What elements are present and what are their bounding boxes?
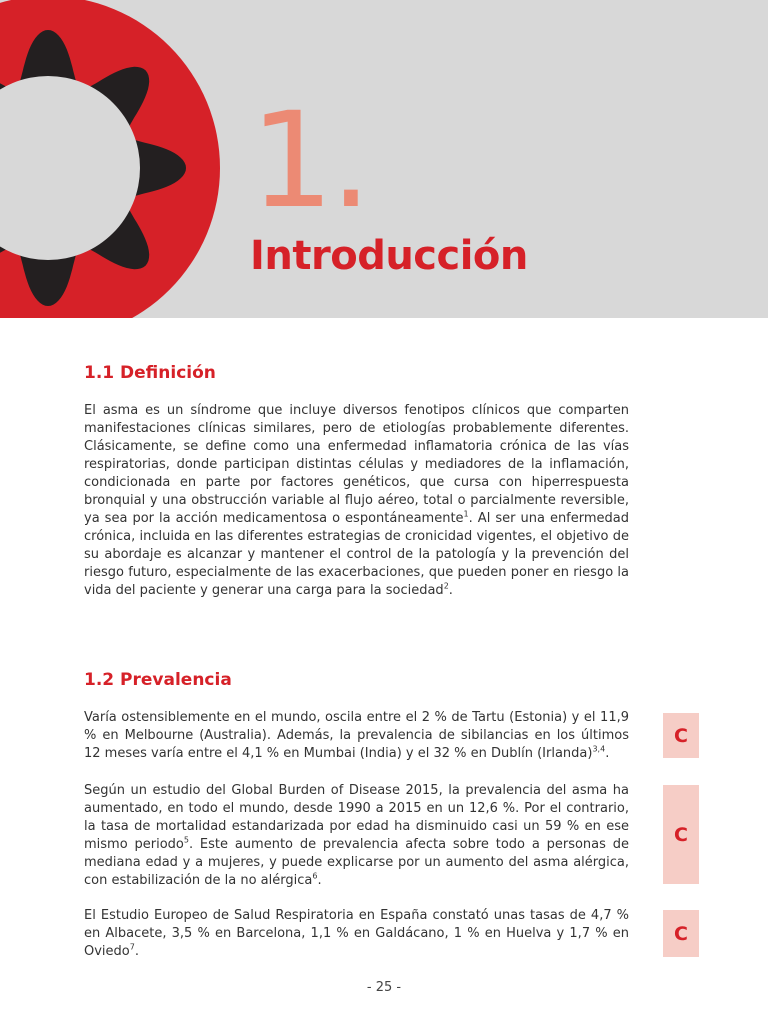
paragraph-text: . <box>134 944 139 959</box>
paragraph-text: Según un estudio del Global Burden of Disease 2015, la prevalencia del asma ha aumentado, en todo el mundo, desde 1990 a 2015 en un 12,6 %. Por el contrario, la tasa de mortalidad estandarizada por edad ha disminuido casi un 59 % en ese mismo periodo <box>84 783 629 852</box>
citation-superscript: 6 <box>312 871 318 881</box>
citation-superscript: 1 <box>463 509 469 519</box>
paragraph-text: . Al ser una enfermedad crónica, incluida en las diferentes estrategias de cronicidad vigentes, el objetivo de su abordaje es alcanzar y mantener el control de la patología y la prevención del riesgo futuro, especialmente de las exacerbaciones, que pueden poner en riesgo la vida del paciente y generar una carga para la sociedad <box>84 511 630 598</box>
paragraph-text: . <box>605 746 610 761</box>
paragraph-text: El Estudio Europeo de Salud Respiratoria en España constató unas tasas de 4,7 % en Albacete, 3,5 % en Barcelona, 1,1 % en Galdácano, 1 % en Huelva y 1,7 % en Oviedo <box>84 908 629 959</box>
chapter-header-band <box>0 0 768 318</box>
paragraph-prevalencia-3 <box>84 907 629 961</box>
section-heading-prevalencia: 1.2 Prevalencia <box>84 670 232 690</box>
paragraph-text: . <box>317 873 322 888</box>
chapter-title: Introducción <box>250 233 528 279</box>
section-heading-definicion: 1.1 Definición <box>84 363 216 383</box>
citation-superscript: 5 <box>183 835 189 845</box>
chapter-number: 1. <box>250 84 368 238</box>
citation-superscript: 7 <box>129 942 135 952</box>
citation-superscript: 3,4 <box>592 744 606 754</box>
paragraph-text: El asma es un síndrome que incluye diversos fenotipos clínicos que comparten manifestaciones clínicas similares, pero de etiologías probablemente diferentes. Clásicamente, se define como una enfermedad inflamatoria crónica de las vías respiratorias, donde participan distintas células y mediadores de la inflamación, condicionada en parte por factores genéticos, que cursa con hiperrespuesta bronquial y una obstrucción variable al flujo aéreo, total o parcialmente reversible, ya sea por la acción medicamentosa o espontáneamente <box>84 403 629 526</box>
evidence-grade-badge: C <box>663 713 699 758</box>
paragraph-definicion <box>84 402 629 600</box>
paragraph-text: Varía ostensiblemente en el mundo, oscila entre el 2 % de Tartu (Estonia) y el 11,9 % en Melbourne (Australia). Además, la prevalencia de sibilancias en los últimos 12 meses varía entre el 4,1 % en Mumbai (India) y el 32 % en Dublín (Irlanda) <box>84 710 629 761</box>
paragraph-prevalencia-1 <box>84 709 629 763</box>
paragraph-text: . Este aumento de prevalencia afecta sobre todo a personas de mediana edad y a mujeres, y puede explicarse por un aumento del asma alérgica, con estabilización de la no alérgica <box>84 837 629 888</box>
chapter-emblem-icon <box>0 0 230 318</box>
paragraph-text: . <box>448 583 453 598</box>
paragraph-prevalencia-2 <box>84 782 629 890</box>
page-number: - 25 - <box>366 980 402 995</box>
evidence-grade-badge: C <box>663 785 699 884</box>
citation-superscript: 2 <box>443 581 449 591</box>
evidence-grade-badge: C <box>663 910 699 957</box>
